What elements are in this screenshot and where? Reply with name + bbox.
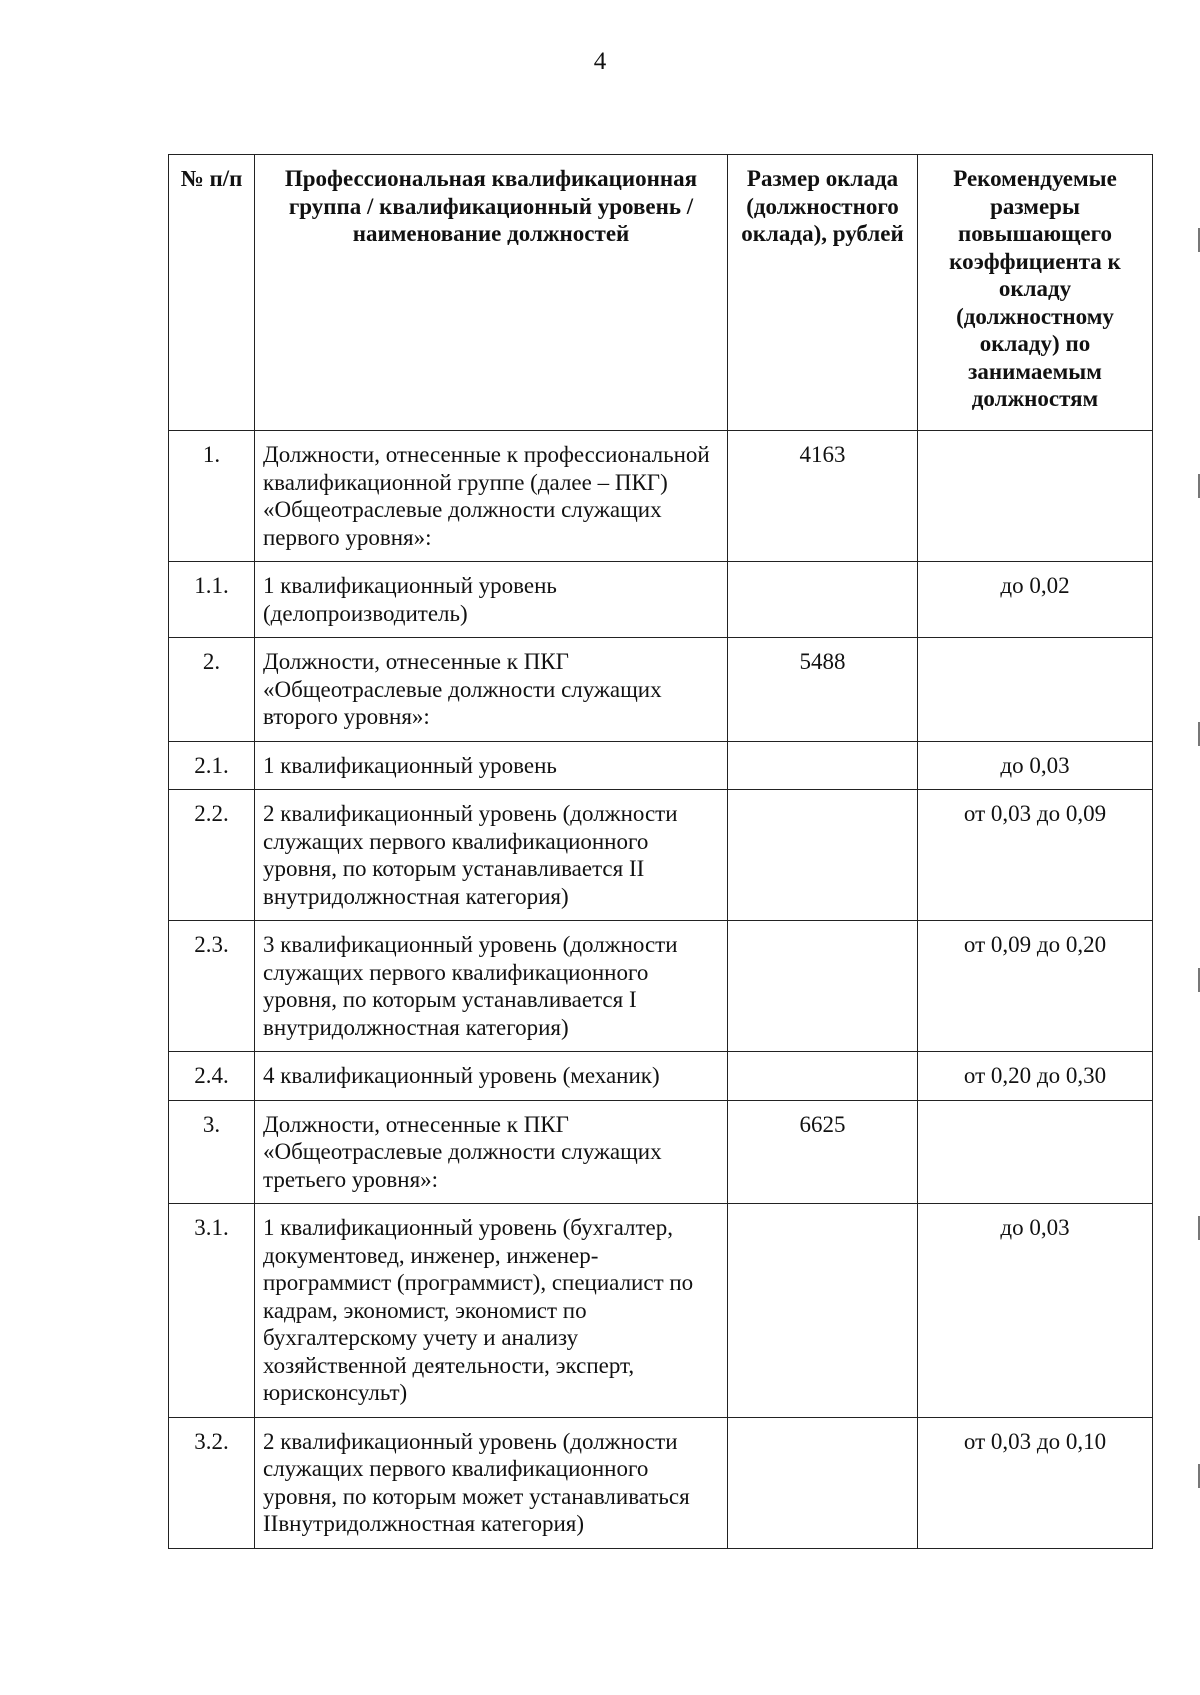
row-salary <box>728 1204 918 1418</box>
row-coefficient: до 0,03 <box>918 1204 1153 1418</box>
row-number: 2.2. <box>169 790 255 921</box>
header-coefficient: Рекомендуемые размеры повышающего коэффициента к окладу (должностному окладу) по занимаемым должностям <box>918 155 1153 431</box>
row-position-name: 1 квалификационный уровень (бухгалтер, документовед, инженер, инженер-программист (программист), специалист по кадрам, экономист, экономист по бухгалтерскому учету и анализу хозяйственной деятельности, эксперт, юрисконсульт) <box>255 1204 728 1418</box>
row-salary <box>728 1052 918 1101</box>
table-row <box>169 1052 1153 1101</box>
table-row <box>169 790 1153 921</box>
header-position-name: Профессиональная квалификационная группа / квалификационный уровень / наименование должностей <box>255 155 728 431</box>
row-position-name: 2 квалификационный уровень (должности служащих первого квалификационного уровня, по которым устанавливается II внутридолжностная категория) <box>255 790 728 921</box>
row-number: 1.1. <box>169 562 255 638</box>
row-salary <box>728 741 918 790</box>
table-row <box>169 741 1153 790</box>
table-row <box>169 1204 1153 1418</box>
header-salary: Размер оклада (должностного оклада), рублей <box>728 155 918 431</box>
row-number: 2.1. <box>169 741 255 790</box>
header-number: № п/п <box>169 155 255 431</box>
row-position-name: 2 квалификационный уровень (должности служащих первого квалификационного уровня, по которым может устанавливаться IIвнутридолжностная категория) <box>255 1417 728 1548</box>
row-position-name: 4 квалификационный уровень (механик) <box>255 1052 728 1101</box>
row-number: 3. <box>169 1100 255 1204</box>
row-salary <box>728 790 918 921</box>
row-salary: 5488 <box>728 638 918 742</box>
page-number: 4 <box>593 48 607 75</box>
row-salary: 6625 <box>728 1100 918 1204</box>
row-position-name: Должности, отнесенные к профессиональной квалификационной группе (далее – ПКГ) «Общеотраслевые должности служащих первого уровня»: <box>255 431 728 562</box>
row-coefficient <box>918 431 1153 562</box>
row-number: 2.3. <box>169 921 255 1052</box>
row-number: 2. <box>169 638 255 742</box>
row-coefficient: от 0,03 до 0,10 <box>918 1417 1153 1548</box>
row-salary: 4163 <box>728 431 918 562</box>
table-row <box>169 638 1153 742</box>
row-number: 3.2. <box>169 1417 255 1548</box>
table-row <box>169 431 1153 562</box>
row-salary <box>728 921 918 1052</box>
row-coefficient: до 0,02 <box>918 562 1153 638</box>
row-number: 3.1. <box>169 1204 255 1418</box>
row-position-name: 1 квалификационный уровень (делопроизводитель) <box>255 562 728 638</box>
row-number: 1. <box>169 431 255 562</box>
table-header-row <box>169 155 1153 431</box>
row-coefficient: от 0,03 до 0,09 <box>918 790 1153 921</box>
row-salary <box>728 562 918 638</box>
table-row <box>169 1100 1153 1204</box>
row-position-name: 1 квалификационный уровень <box>255 741 728 790</box>
row-salary <box>728 1417 918 1548</box>
row-coefficient: до 0,03 <box>918 741 1153 790</box>
row-coefficient: от 0,20 до 0,30 <box>918 1052 1153 1101</box>
row-coefficient <box>918 1100 1153 1204</box>
row-position-name: 3 квалификационный уровень (должности служащих первого квалификационного уровня, по которым устанавливается I внутридолжностная категория) <box>255 921 728 1052</box>
row-position-name: Должности, отнесенные к ПКГ «Общеотраслевые должности служащих второго уровня»: <box>255 638 728 742</box>
table-row <box>169 921 1153 1052</box>
salary-table <box>168 154 1153 1549</box>
row-coefficient: от 0,09 до 0,20 <box>918 921 1153 1052</box>
row-position-name: Должности, отнесенные к ПКГ «Общеотраслевые должности служащих третьего уровня»: <box>255 1100 728 1204</box>
row-number: 2.4. <box>169 1052 255 1101</box>
table-row <box>169 1417 1153 1548</box>
row-coefficient <box>918 638 1153 742</box>
table-row <box>169 562 1153 638</box>
